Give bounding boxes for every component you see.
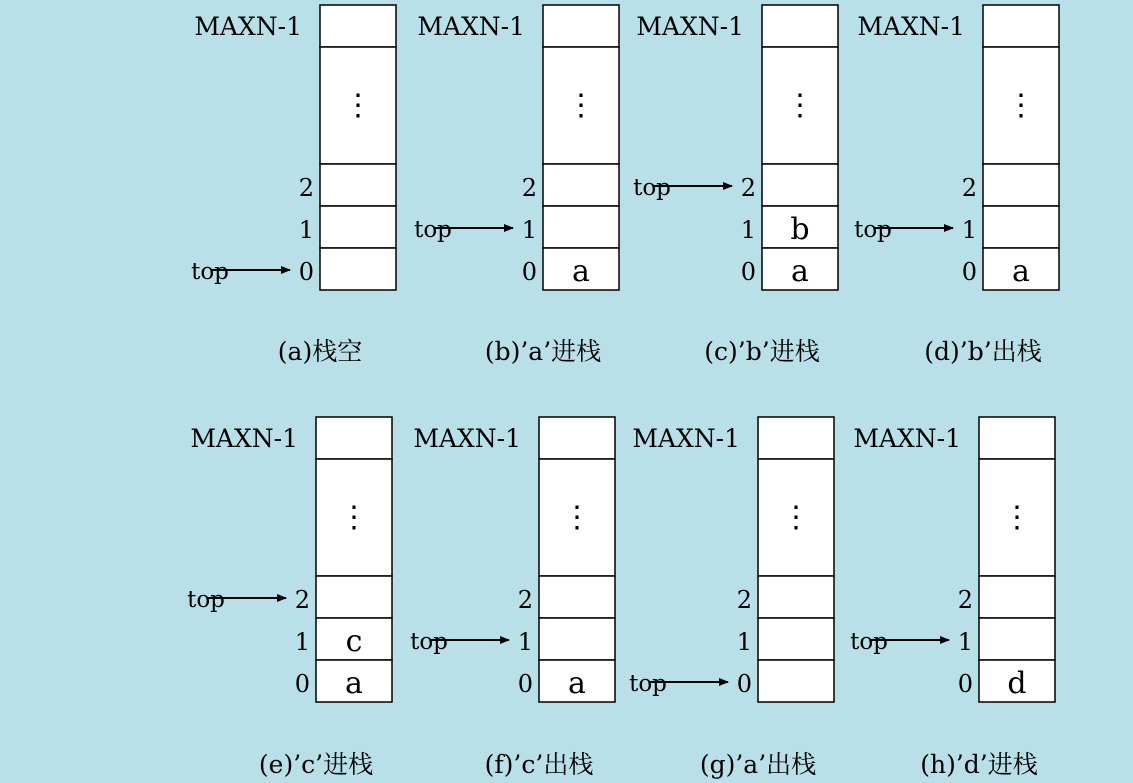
maxn-label: MAXN-1 [853,424,961,453]
index-label-2: 2 [736,586,752,614]
stack-cell-1 [543,206,619,248]
stack-caption: (b)’a’进栈 [484,337,602,366]
cell-value-0: a [1012,254,1030,289]
stack-g [629,417,834,779]
index-label-1: 1 [961,216,977,244]
index-label-0: 0 [294,670,310,698]
maxn-label: MAXN-1 [194,12,302,41]
stack-b [414,5,619,366]
top-pointer-label: top [187,587,225,613]
maxn-label: MAXN-1 [857,12,965,41]
maxn-label: MAXN-1 [417,12,525,41]
ellipsis-icon: ⋮ [785,88,815,123]
stack-caption: (a)栈空 [277,337,363,366]
stack-e [187,417,392,779]
index-label-0: 0 [740,258,756,286]
stack-d [854,5,1059,366]
stack-cell-2 [983,164,1059,206]
stack-cell-1 [758,618,834,660]
index-label-0: 0 [961,258,977,286]
maxn-label: MAXN-1 [413,424,521,453]
cell-value-0: a [345,666,363,701]
stack-cell-maxn [758,417,834,459]
index-label-1: 1 [957,628,973,656]
cell-value-1: b [790,212,810,247]
ellipsis-icon: ⋮ [566,88,596,123]
stack-a [191,5,396,366]
top-pointer-label: top [633,175,671,201]
stack-cell-maxn [539,417,615,459]
top-pointer-label: top [191,259,229,285]
stack-h [850,417,1055,779]
stack-cell-maxn [316,417,392,459]
stack-cell-2 [316,576,392,618]
stack-cell-maxn [320,5,396,47]
ellipsis-icon: ⋮ [1006,88,1036,123]
cell-value-1: c [345,624,363,659]
index-label-1: 1 [736,628,752,656]
cell-value-0: a [568,666,586,701]
index-label-2: 2 [521,174,537,202]
maxn-label: MAXN-1 [636,12,744,41]
maxn-label: MAXN-1 [632,424,740,453]
top-pointer-label: top [850,629,888,655]
stack-caption: (e)’c’进栈 [258,750,374,779]
index-label-1: 1 [298,216,314,244]
stack-caption: (g)’a’出栈 [699,750,817,779]
stack-f [410,417,615,779]
stack-cell-1 [983,206,1059,248]
stack-caption: (h)’d’进栈 [920,750,1038,779]
stack-cell-0 [320,248,396,290]
index-label-2: 2 [961,174,977,202]
stack-cell-0 [758,660,834,702]
stack-cell-2 [979,576,1055,618]
stack-caption: (c)’b’进栈 [704,337,820,366]
stack-caption: (d)’b’出栈 [924,337,1042,366]
ellipsis-icon: ⋮ [343,88,373,123]
index-label-1: 1 [521,216,537,244]
index-label-1: 1 [517,628,533,656]
stack-cell-2 [762,164,838,206]
stack-cell-maxn [983,5,1059,47]
top-pointer-label: top [414,217,452,243]
index-label-2: 2 [294,586,310,614]
stack-cell-2 [320,164,396,206]
index-label-0: 0 [736,670,752,698]
maxn-label: MAXN-1 [190,424,298,453]
top-pointer-label: top [629,671,667,697]
top-pointer-label: top [410,629,448,655]
index-label-2: 2 [740,174,756,202]
ellipsis-icon: ⋮ [562,500,592,535]
stack-cell-2 [539,576,615,618]
index-label-1: 1 [740,216,756,244]
cell-value-0: a [791,254,809,289]
index-label-0: 0 [517,670,533,698]
stack-cell-1 [539,618,615,660]
stack-cell-maxn [762,5,838,47]
cell-value-0: d [1007,666,1027,701]
stack-cell-2 [758,576,834,618]
ellipsis-icon: ⋮ [1002,500,1032,535]
stack-cell-maxn [979,417,1055,459]
stack-cell-1 [320,206,396,248]
stack-cell-1 [979,618,1055,660]
stack-caption: (f)’c’出栈 [484,750,594,779]
stack-cell-maxn [543,5,619,47]
stack-c [633,5,838,366]
index-label-2: 2 [957,586,973,614]
index-label-1: 1 [294,628,310,656]
index-label-0: 0 [957,670,973,698]
ellipsis-icon: ⋮ [339,500,369,535]
index-label-2: 2 [298,174,314,202]
stack-cell-2 [543,164,619,206]
index-label-0: 0 [298,258,314,286]
top-pointer-label: top [854,217,892,243]
cell-value-0: a [572,254,590,289]
ellipsis-icon: ⋮ [781,500,811,535]
index-label-0: 0 [521,258,537,286]
index-label-2: 2 [517,586,533,614]
